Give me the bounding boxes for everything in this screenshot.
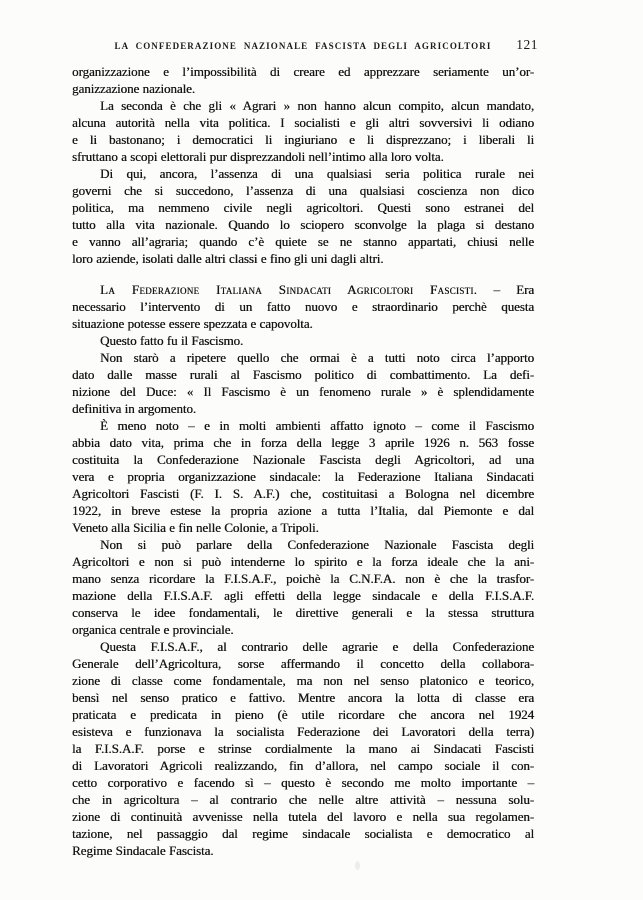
text-line: la F.I.S.A.F. porse e strinse cordialmente la mano ai Sindacati Fascisti xyxy=(72,741,534,756)
text-segment: – Era xyxy=(477,282,534,297)
text-line: ganizzazione nazionale. xyxy=(72,81,195,96)
text-line: definitiva in argomento. xyxy=(72,401,196,416)
scan-artifact xyxy=(355,861,360,870)
text-line: Questo fatto fu il Fascismo. xyxy=(100,333,244,348)
page-number: 121 xyxy=(516,37,538,52)
paragraph xyxy=(72,417,534,536)
text-line: e vanno all’agraria; quando c’è quiete se ne stanno appartati, chiusi nelle xyxy=(72,234,534,249)
paragraph xyxy=(72,281,534,332)
text-line: tazione, nel passaggio dal regime sindacale socialista e democratico al xyxy=(72,826,534,841)
paragraph xyxy=(72,165,534,267)
paragraph xyxy=(72,349,534,417)
text-line: politica, ma nemmeno civile negli agricoltori. Questi sono estranei del xyxy=(72,200,534,215)
text-line: vera e propria organizzazione sindacale: la Federazione Italiana Sindacati xyxy=(72,469,534,484)
text-line: abbia dato vita, prima che in forza della legge 3 aprile 1926 n. 563 fosse xyxy=(72,435,534,450)
text-line: governi che si succedono, l’assenza di una qualsiasi coscienza non dico xyxy=(72,183,534,198)
text-line: organica centrale e provinciale. xyxy=(72,622,234,637)
text-line: La seconda è che gli « Agrari » non hanno alcun compito, alcun mandato, xyxy=(100,98,534,113)
text-line: esisteva e funzionava la socialista Federazione dei Lavoratori della terra) xyxy=(72,724,534,739)
text-line: loro aziende, isolati dalle altri classi e fino gli uni dagli altri. xyxy=(72,251,384,266)
paragraph xyxy=(72,638,534,859)
text-line: Questa F.I.S.A.F., al contrario delle agrarie e della Confederazione xyxy=(100,639,534,654)
text-line: Non starò a ripetere quello che ormai è a tutti noto circa l’apporto xyxy=(100,350,534,365)
text-line: cetto corporativo e facendo sì – questo è secondo me molto importante – xyxy=(72,775,534,790)
text-line: conserva le idee fondamentali, le direttive generali e la stessa struttura xyxy=(72,605,534,620)
page-text xyxy=(72,63,534,859)
text-line xyxy=(72,281,534,298)
text-line: mazione della F.I.S.A.F. agli effetti della legge sindacale e della F.I.S.A.F. xyxy=(72,588,534,603)
text-line: sfruttano a scopi elettorali pur disprezzandoli nell’intimo alla loro volta. xyxy=(72,149,444,164)
paragraph xyxy=(72,536,534,638)
page-header xyxy=(72,37,538,55)
text-line: necessario l’intervento di un fatto nuovo e straordinario perchè questa xyxy=(72,299,534,314)
text-line: dato dalle masse rurali al Fascismo politico di combattimento. La defi- xyxy=(72,367,534,382)
text-line: che in agricoltura – al contrario che nelle altre attività – nessuna solu- xyxy=(72,792,534,807)
text-line: È meno noto – e in molti ambienti affatto ignoto – come il Fascismo xyxy=(100,418,534,433)
text-line: costituita la Confederazione Nazionale Fascista degli Agricoltori, ad una xyxy=(72,452,534,467)
text-line: Di qui, ancora, l’assenza di una qualsiasi seria politica rurale nei xyxy=(100,166,534,181)
text-line: Generale dell’Agricoltura, sorse affermando il concetto della collabora- xyxy=(72,656,534,671)
text-line: organizzazione e l’impossibilità di creare ed apprezzare seriamente un’or- xyxy=(72,64,534,79)
text-line: alcuna autorità nella vita politica. I socialisti e gli altri sovversivi li odiano xyxy=(72,115,534,130)
text-line: nizione del Duce: « Il Fascismo è un fenomeno rurale » è splendidamente xyxy=(72,384,534,399)
text-line: Agricoltori e non si può intenderne lo spirito e la forza ideale che la ani- xyxy=(72,554,534,569)
paragraph xyxy=(72,63,534,97)
text-line: 1922, in breve estese la propria azione a tutta l’Italia, dal Piemonte e dal xyxy=(72,503,534,518)
text-line: zione di classe come fondamentale, ma non nel senso platonico e teorico, xyxy=(72,673,534,688)
text-line: Agricoltori Fascisti (F. I. S. A.F.) che, costituitasi a Bologna nel dicembre xyxy=(72,486,534,501)
text-line: di Lavoratori Agricoli realizzando, fin d’allora, nel campo sociale il con- xyxy=(72,758,534,773)
running-title: LA CONFEDERAZIONE NAZIONALE FASCISTA DEGLI AGRICOLTORI xyxy=(114,41,492,51)
small-caps-text: La Federazione Italiana Sindacati Agricoltori Fascisti. xyxy=(100,282,478,297)
paragraph xyxy=(72,97,534,165)
text-line: Regime Sindacale Fascista. xyxy=(72,843,214,858)
text-line: bensì nel senso pratico e fattivo. Mentre ancora la lotta di classe era xyxy=(72,690,534,705)
text-line: Non si può parlare della Confederazione Nazionale Fascista degli xyxy=(100,537,534,552)
text-line: mano senza ricordare la F.I.S.A.F., poichè la C.N.F.A. non è che la trasfor- xyxy=(72,571,534,586)
text-line: e li bastonano; i democratici li ingiuriano e li disprezzano; i liberali li xyxy=(72,132,534,147)
text-line: tutto alla vita nazionale. Quando lo sciopero sconvolge la plaga si destano xyxy=(72,217,534,232)
paragraph xyxy=(72,332,534,349)
text-line: situazione potesse essere spezzata e capovolta. xyxy=(72,316,313,331)
text-line: zione di continuità avvenisse nella tutela del lavoro e nella sua regolamen- xyxy=(72,809,534,824)
text-line: Veneto alla Sicilia e fin nelle Colonie, a Tripoli. xyxy=(72,520,319,535)
text-line: praticata e predicata in pieno (è utile ricordare che ancora nel 1924 xyxy=(72,707,534,722)
